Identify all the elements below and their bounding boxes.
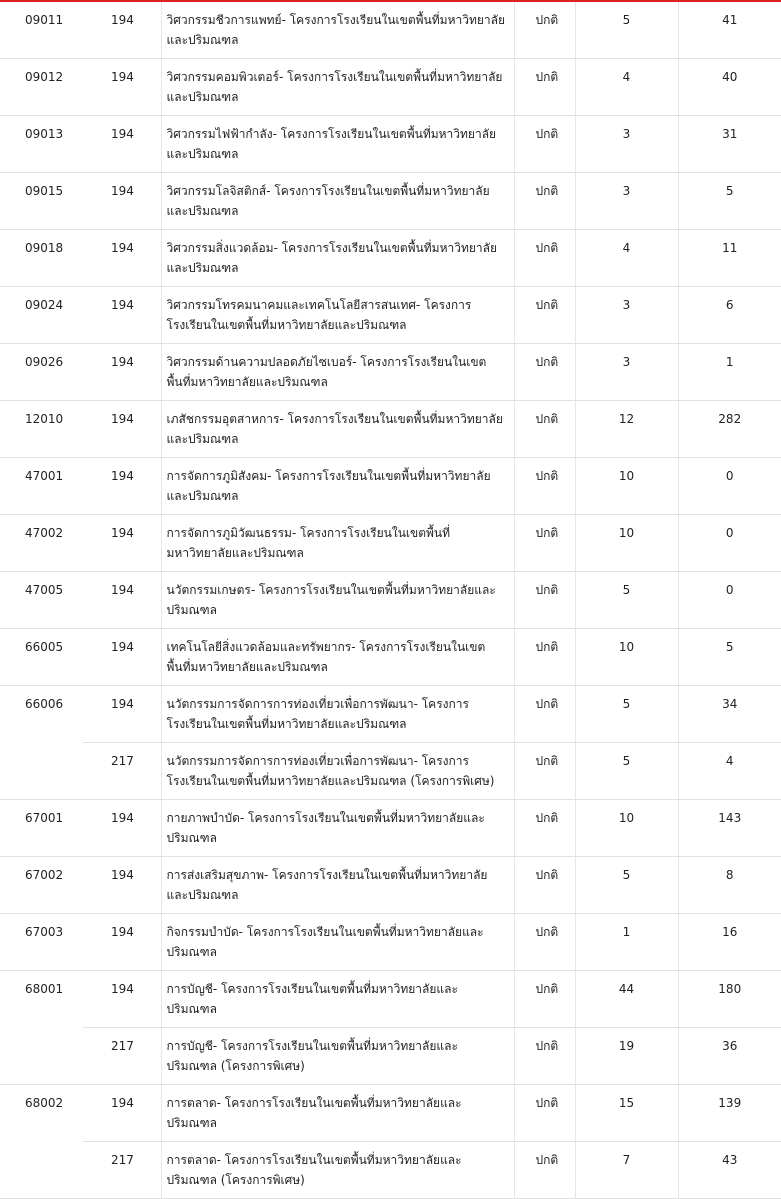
program-code-cell: 47005 — [0, 572, 83, 629]
program-type-cell: ปกติ — [514, 971, 575, 1028]
table-row — [0, 2, 781, 59]
program-code-cell: 09015 — [0, 173, 83, 230]
applicants-cell: 41 — [678, 2, 781, 59]
program-type-cell: ปกติ — [514, 857, 575, 914]
table-row — [0, 344, 781, 401]
program-type-cell: ปกติ — [514, 1085, 575, 1142]
program-table-body — [0, 2, 781, 1199]
program-name-cell: วิศวกรรมคอมพิวเตอร์- โครงการโรงเรียนในเขตพื้นที่มหาวิทยาลัยและปริมณฑล — [161, 59, 514, 116]
seats-cell: 12 — [575, 401, 678, 458]
plan-code-cell: 194 — [83, 686, 161, 743]
seats-cell: 3 — [575, 116, 678, 173]
applicants-cell: 31 — [678, 116, 781, 173]
table-row — [0, 1085, 781, 1142]
seats-cell: 19 — [575, 1028, 678, 1085]
program-code-cell: 67002 — [0, 857, 83, 914]
program-type-cell: ปกติ — [514, 515, 575, 572]
program-type-cell: ปกติ — [514, 458, 575, 515]
applicants-cell: 143 — [678, 800, 781, 857]
table-row — [0, 914, 781, 971]
table-row — [0, 743, 781, 800]
seats-cell: 7 — [575, 1142, 678, 1199]
program-type-cell: ปกติ — [514, 344, 575, 401]
program-name-cell: การจัดการภูมิวัฒนธรรม- โครงการโรงเรียนในเขตพื้นที่มหาวิทยาลัยและปริมณฑล — [161, 515, 514, 572]
table-row — [0, 971, 781, 1028]
program-code-cell: 67003 — [0, 914, 83, 971]
program-table — [0, 2, 781, 1199]
program-name-cell: วิศวกรรมโลจิสติกส์- โครงการโรงเรียนในเขตพื้นที่มหาวิทยาลัยและปริมณฑล — [161, 173, 514, 230]
program-code-cell: 68001 — [25, 982, 64, 996]
program-code-cell — [0, 1142, 83, 1199]
plan-code-cell: 194 — [83, 1085, 161, 1142]
plan-code-cell: 194 — [83, 515, 161, 572]
table-row — [0, 173, 781, 230]
seats-cell: 1 — [575, 914, 678, 971]
program-code-cell: 66006 — [25, 697, 64, 711]
program-code-cell — [0, 1028, 83, 1085]
seats-cell: 5 — [575, 857, 678, 914]
applicants-cell: 5 — [678, 629, 781, 686]
seats-cell: 5 — [575, 686, 678, 743]
program-code-cell: 09026 — [0, 344, 83, 401]
program-code-cell: 47002 — [0, 515, 83, 572]
plan-code-cell: 194 — [83, 458, 161, 515]
plan-code-cell: 194 — [83, 971, 161, 1028]
plan-code-cell: 194 — [83, 230, 161, 287]
table-row — [0, 59, 781, 116]
program-name-cell: นวัตกรรมเกษตร- โครงการโรงเรียนในเขตพื้นที่มหาวิทยาลัยและปริมณฑล — [161, 572, 514, 629]
program-code-cell: 09012 — [0, 59, 83, 116]
seats-cell: 5 — [575, 572, 678, 629]
applicants-cell: 6 — [678, 287, 781, 344]
seats-cell: 10 — [575, 629, 678, 686]
program-name-cell: นวัตกรรมการจัดการการท่องเที่ยวเพื่อการพัฒนา- โครงการโรงเรียนในเขตพื้นที่มหาวิทยาลัยและปริมณฑล (โครงการพิเศษ) — [161, 743, 514, 800]
program-type-cell: ปกติ — [514, 173, 575, 230]
seats-cell: 3 — [575, 287, 678, 344]
table-row — [0, 116, 781, 173]
program-name-cell: การตลาด- โครงการโรงเรียนในเขตพื้นที่มหาวิทยาลัยและปริมณฑล (โครงการพิเศษ) — [161, 1142, 514, 1199]
program-type-cell: ปกติ — [514, 116, 575, 173]
plan-code-cell: 194 — [83, 344, 161, 401]
program-type-cell: ปกติ — [514, 686, 575, 743]
program-type-cell: ปกติ — [514, 401, 575, 458]
program-name-cell: การตลาด- โครงการโรงเรียนในเขตพื้นที่มหาวิทยาลัยและปริมณฑล — [161, 1085, 514, 1142]
seats-cell: 3 — [575, 173, 678, 230]
plan-code-cell: 194 — [83, 629, 161, 686]
seats-cell: 10 — [575, 800, 678, 857]
program-name-cell: เภสัชกรรมอุตสาหการ- โครงการโรงเรียนในเขตพื้นที่มหาวิทยาลัยและปริมณฑล — [161, 401, 514, 458]
applicants-cell: 16 — [678, 914, 781, 971]
seats-cell: 44 — [575, 971, 678, 1028]
applicants-cell: 139 — [678, 1085, 781, 1142]
seats-cell: 10 — [575, 515, 678, 572]
program-type-cell: ปกติ — [514, 629, 575, 686]
table-row — [0, 857, 781, 914]
plan-code-cell: 217 — [83, 1142, 161, 1199]
applicants-cell: 0 — [678, 572, 781, 629]
table-row — [0, 458, 781, 515]
program-type-cell: ปกติ — [514, 287, 575, 344]
applicants-cell: 40 — [678, 59, 781, 116]
plan-code-cell: 194 — [83, 116, 161, 173]
program-name-cell: วิศวกรรมไฟฟ้ากำลัง- โครงการโรงเรียนในเขตพื้นที่มหาวิทยาลัยและปริมณฑล — [161, 116, 514, 173]
program-type-cell: ปกติ — [514, 800, 575, 857]
plan-code-cell: 194 — [83, 572, 161, 629]
program-name-cell: วิศวกรรมชีวการแพทย์- โครงการโรงเรียนในเขตพื้นที่มหาวิทยาลัยและปริมณฑล — [161, 2, 514, 59]
program-code-cell: 09013 — [0, 116, 83, 173]
program-name-cell: กิจกรรมบำบัด- โครงการโรงเรียนในเขตพื้นที่มหาวิทยาลัยและปริมณฑล — [161, 914, 514, 971]
applicants-cell: 282 — [678, 401, 781, 458]
program-type-cell: ปกติ — [514, 230, 575, 287]
plan-code-cell: 194 — [83, 914, 161, 971]
applicants-cell: 0 — [678, 515, 781, 572]
seats-cell: 15 — [575, 1085, 678, 1142]
program-code-cell — [0, 743, 83, 800]
table-row — [0, 572, 781, 629]
plan-code-cell: 194 — [83, 173, 161, 230]
plan-code-cell: 194 — [83, 2, 161, 59]
table-row — [0, 686, 781, 743]
seats-cell: 4 — [575, 59, 678, 116]
table-row — [0, 230, 781, 287]
program-name-cell: การส่งเสริมสุขภาพ- โครงการโรงเรียนในเขตพื้นที่มหาวิทยาลัยและปริมณฑล — [161, 857, 514, 914]
plan-code-cell: 194 — [83, 800, 161, 857]
program-type-cell: ปกติ — [514, 743, 575, 800]
program-code-cell: 12010 — [0, 401, 83, 458]
plan-code-cell: 217 — [83, 743, 161, 800]
seats-cell: 5 — [575, 2, 678, 59]
applicants-cell: 36 — [678, 1028, 781, 1085]
program-name-cell: วิศวกรรมโทรคมนาคมและเทคโนโลยีสารสนเทศ- โครงการโรงเรียนในเขตพื้นที่มหาวิทยาลัยและปริมณฑล — [161, 287, 514, 344]
program-code-cell: 66005 — [0, 629, 83, 686]
program-code-cell: 09018 — [0, 230, 83, 287]
program-code-cell: 09024 — [0, 287, 83, 344]
program-type-cell: ปกติ — [514, 572, 575, 629]
applicants-cell: 8 — [678, 857, 781, 914]
program-type-cell: ปกติ — [514, 1028, 575, 1085]
program-type-cell: ปกติ — [514, 914, 575, 971]
table-row — [0, 401, 781, 458]
plan-code-cell: 194 — [83, 857, 161, 914]
program-table-container — [0, 2, 781, 1199]
program-type-cell: ปกติ — [514, 1142, 575, 1199]
plan-code-cell: 194 — [83, 287, 161, 344]
applicants-cell: 1 — [678, 344, 781, 401]
applicants-cell: 180 — [678, 971, 781, 1028]
applicants-cell: 4 — [678, 743, 781, 800]
program-code-cell: 68002 — [25, 1096, 64, 1110]
seats-cell: 10 — [575, 458, 678, 515]
program-code-cell: 09011 — [0, 2, 83, 59]
applicants-cell: 34 — [678, 686, 781, 743]
applicants-cell: 0 — [678, 458, 781, 515]
table-row — [0, 515, 781, 572]
seats-cell: 3 — [575, 344, 678, 401]
applicants-cell: 43 — [678, 1142, 781, 1199]
program-type-cell: ปกติ — [514, 2, 575, 59]
program-type-cell: ปกติ — [514, 59, 575, 116]
program-name-cell: การจัดการภูมิสังคม- โครงการโรงเรียนในเขตพื้นที่มหาวิทยาลัยและปริมณฑล — [161, 458, 514, 515]
plan-code-cell: 194 — [83, 401, 161, 458]
program-code-cell: 47001 — [0, 458, 83, 515]
table-row — [0, 287, 781, 344]
program-name-cell: การบัญชี- โครงการโรงเรียนในเขตพื้นที่มหาวิทยาลัยและปริมณฑล (โครงการพิเศษ) — [161, 1028, 514, 1085]
program-code-cell: 67001 — [0, 800, 83, 857]
table-row — [0, 629, 781, 686]
table-row — [0, 800, 781, 857]
program-name-cell: เทคโนโลยีสิ่งแวดล้อมและทรัพยากร- โครงการโรงเรียนในเขตพื้นที่มหาวิทยาลัยและปริมณฑล — [161, 629, 514, 686]
table-row — [0, 1142, 781, 1199]
plan-code-cell: 217 — [83, 1028, 161, 1085]
program-name-cell: วิศวกรรมด้านความปลอดภัยไซเบอร์- โครงการโรงเรียนในเขตพื้นที่มหาวิทยาลัยและปริมณฑล — [161, 344, 514, 401]
applicants-cell: 11 — [678, 230, 781, 287]
plan-code-cell: 194 — [83, 59, 161, 116]
program-name-cell: การบัญชี- โครงการโรงเรียนในเขตพื้นที่มหาวิทยาลัยและปริมณฑล — [161, 971, 514, 1028]
program-name-cell: กายภาพบำบัด- โครงการโรงเรียนในเขตพื้นที่มหาวิทยาลัยและปริมณฑล — [161, 800, 514, 857]
program-name-cell: วิศวกรรมสิ่งแวดล้อม- โครงการโรงเรียนในเขตพื้นที่มหาวิทยาลัยและปริมณฑล — [161, 230, 514, 287]
applicants-cell: 5 — [678, 173, 781, 230]
seats-cell: 4 — [575, 230, 678, 287]
table-row — [0, 1028, 781, 1085]
seats-cell: 5 — [575, 743, 678, 800]
program-name-cell: นวัตกรรมการจัดการการท่องเที่ยวเพื่อการพัฒนา- โครงการโรงเรียนในเขตพื้นที่มหาวิทยาลัยและปริมณฑล — [161, 686, 514, 743]
